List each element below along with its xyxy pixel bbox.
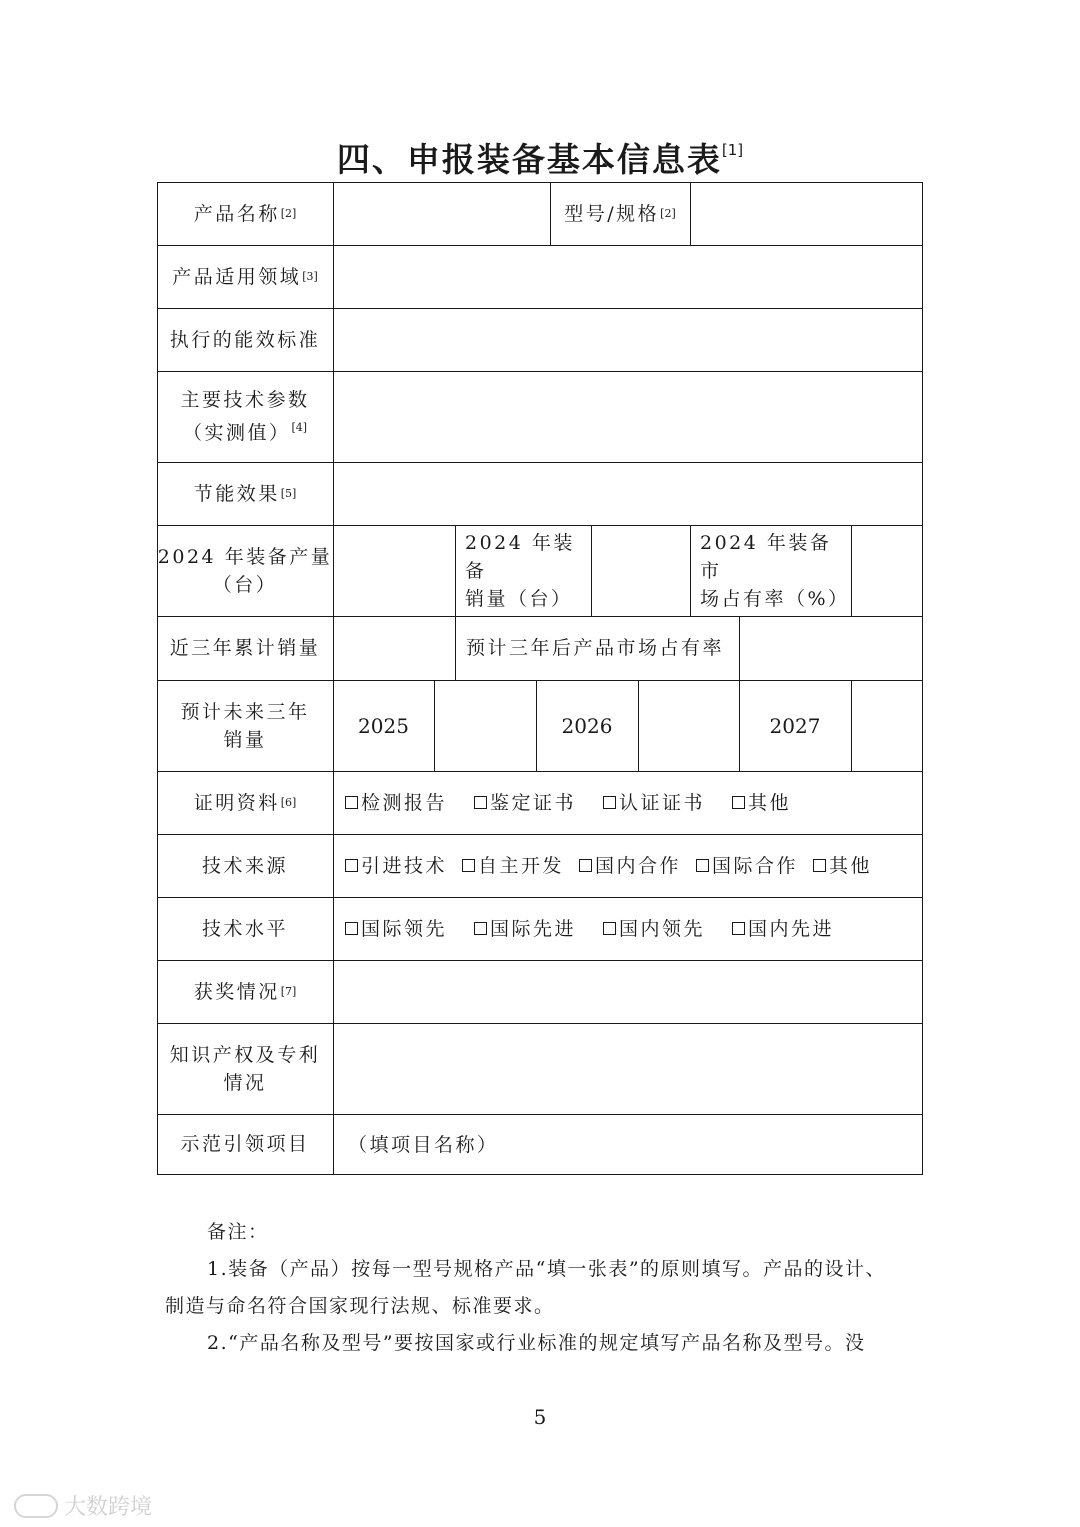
forecast-share-label: 预计三年后产品市场占有率 — [466, 637, 725, 659]
page-title: 四、申报装备基本信息表[1] — [336, 140, 744, 179]
future-sales-label: 预计未来三年 销量 — [180, 700, 310, 751]
share-2024-label: 2024 年装备市 场占有率（%） — [700, 531, 850, 610]
effect-label: 节能效果 [5] — [193, 482, 297, 505]
level-options — [333, 897, 922, 960]
proof-option-certification[interactable]: 认证证书 — [603, 789, 732, 817]
year-2026-field[interactable] — [639, 681, 739, 771]
source-option-independent[interactable]: 自主开发 — [462, 852, 579, 880]
year-2026-label: 2026 — [561, 713, 613, 738]
demo-label: 示范引领项目 — [180, 1133, 310, 1155]
field-input[interactable] — [334, 246, 922, 308]
product-name-label: 产品名称 [2] — [193, 202, 297, 225]
checkbox-icon[interactable] — [345, 859, 358, 872]
model-field[interactable] — [691, 183, 922, 245]
year-2025-field[interactable] — [435, 681, 536, 771]
cumulative-label: 近三年累计销量 — [169, 637, 321, 659]
source-options — [333, 834, 922, 897]
checkbox-icon[interactable] — [474, 796, 487, 809]
forecast-share-field[interactable] — [740, 617, 922, 680]
page-number: 5 — [533, 1405, 547, 1429]
params-input[interactable] — [334, 372, 922, 462]
checkbox-icon[interactable] — [345, 922, 358, 935]
awards-label: 获奖情况 [7] — [193, 980, 297, 1003]
proof-option-other[interactable]: 其他 — [732, 789, 791, 817]
checkbox-icon[interactable] — [603, 796, 616, 809]
checkbox-icon[interactable] — [345, 796, 358, 809]
field-label: 产品适用领域 [3] — [172, 265, 318, 288]
source-option-other[interactable]: 其他 — [813, 852, 872, 880]
demo-input[interactable]: （填项目名称） — [348, 1133, 499, 1156]
source-option-domestic-coop[interactable]: 国内合作 — [579, 852, 696, 880]
sales-2024-field[interactable] — [592, 526, 690, 616]
ip-label: 知识产权及专利 情况 — [169, 1043, 321, 1094]
ip-input[interactable] — [334, 1024, 922, 1114]
awards-input[interactable] — [334, 961, 922, 1023]
note-2-line-1: 2.“产品名称及型号”要按国家或行业标准的规定填写产品名称及型号。没 — [207, 1332, 866, 1354]
year-2027-field[interactable] — [852, 681, 922, 771]
share-2024-field[interactable] — [852, 526, 922, 616]
proof-label: 证明资料 [6] — [193, 791, 297, 814]
standard-input[interactable] — [334, 309, 922, 371]
notes-heading: 备注： — [207, 1221, 269, 1243]
level-option-domestic-leading[interactable]: 国内领先 — [603, 915, 732, 943]
source-option-intl-coop[interactable]: 国际合作 — [696, 852, 813, 880]
source-option-introduced[interactable]: 引进技术 — [345, 852, 462, 880]
checkbox-icon[interactable] — [732, 922, 745, 935]
level-option-domestic-advanced[interactable]: 国内先进 — [732, 915, 834, 943]
sales-2024-label: 2024 年装备 销量（台） — [465, 531, 575, 610]
checkbox-icon[interactable] — [732, 796, 745, 809]
level-option-intl-advanced[interactable]: 国际先进 — [474, 915, 603, 943]
checkbox-icon[interactable] — [813, 859, 826, 872]
checkbox-icon[interactable] — [696, 859, 709, 872]
level-label: 技术水平 — [201, 917, 288, 940]
params-label: 主要技术参数 （实测值）[4] — [180, 389, 310, 444]
proof-options — [333, 771, 922, 834]
watermark-logo-icon — [14, 1494, 58, 1518]
year-2027-label: 2027 — [769, 713, 821, 738]
output-2024-field[interactable] — [334, 526, 455, 616]
level-option-intl-leading[interactable]: 国际领先 — [345, 915, 474, 943]
proof-option-test-report[interactable]: 检测报告 — [345, 789, 474, 817]
watermark: 大数跨境 — [14, 1490, 152, 1521]
output-2024-label: 2024 年装备产量 （台） — [157, 545, 333, 596]
model-label: 型号/规格 [2] — [564, 202, 676, 225]
proof-option-appraisal[interactable]: 鉴定证书 — [474, 789, 603, 817]
product-name-field[interactable] — [334, 183, 550, 245]
checkbox-icon[interactable] — [474, 922, 487, 935]
note-1-line-1: 1.装备（产品）按每一型号规格产品“填一张表”的原则填写。产品的设计、 — [207, 1258, 887, 1280]
note-1-line-2: 制造与命名符合国家现行法规、标准要求。 — [165, 1295, 555, 1317]
standard-label: 执行的能效标准 — [169, 328, 321, 351]
checkbox-icon[interactable] — [579, 859, 592, 872]
checkbox-icon[interactable] — [603, 922, 616, 935]
checkbox-icon[interactable] — [462, 859, 475, 872]
source-label: 技术来源 — [201, 854, 288, 877]
year-2025-label: 2025 — [358, 713, 409, 738]
effect-input[interactable] — [334, 463, 922, 525]
cumulative-field[interactable] — [334, 617, 455, 680]
notes-section — [165, 1214, 925, 1362]
